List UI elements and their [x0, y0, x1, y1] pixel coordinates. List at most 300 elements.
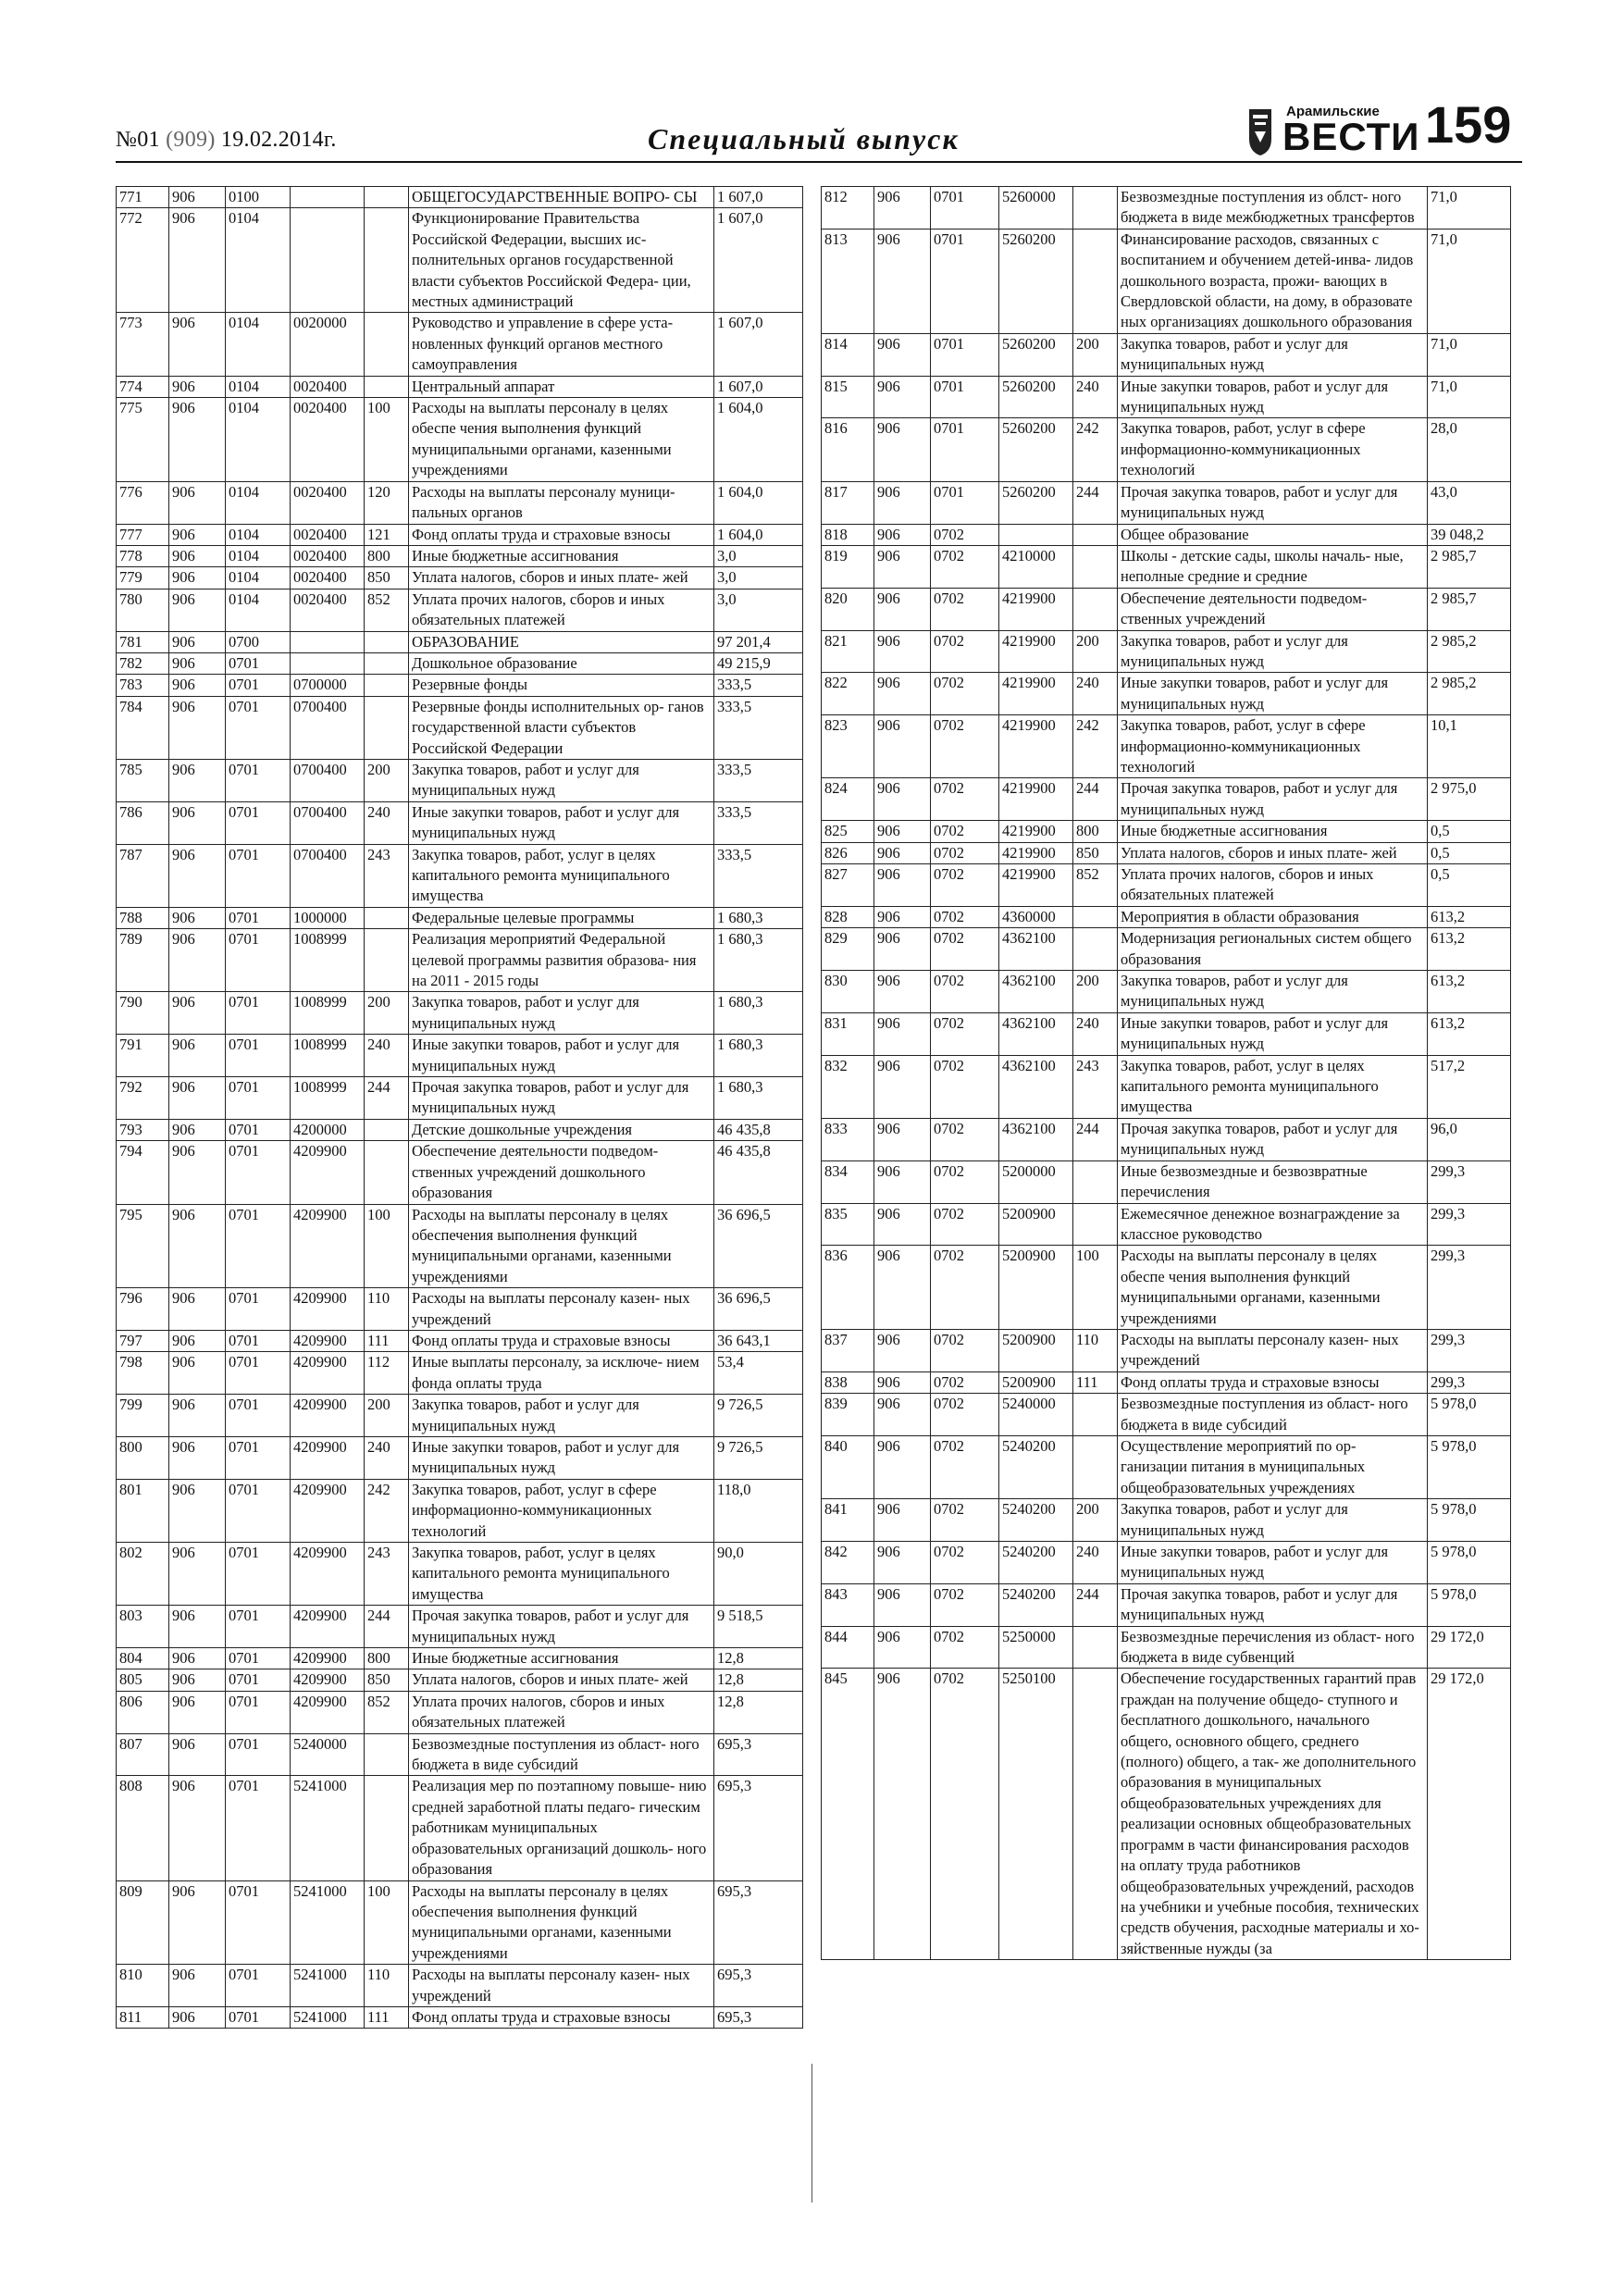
admin-code-cell: 906 [169, 1733, 226, 1776]
section-code-cell: 0701 [226, 1479, 291, 1542]
amount-cell: 3,0 [714, 567, 803, 589]
description-cell: Резервные фонды исполнительных ор- ганов государственной власти субъектов Российской Федерации [409, 696, 714, 759]
description-cell: Расходы на выплаты персоналу казен- ных учреждений [409, 1965, 714, 2007]
section-code-cell: 0702 [931, 1055, 999, 1118]
section-code-cell: 0701 [226, 1543, 291, 1606]
amount-cell: 49 215,9 [714, 652, 803, 674]
row-number-cell: 772 [117, 208, 169, 313]
admin-code-cell: 906 [874, 906, 931, 927]
row-number-cell: 836 [822, 1246, 874, 1330]
target-code-cell: 4209900 [291, 1479, 365, 1542]
admin-code-cell: 906 [169, 208, 226, 313]
table-row [822, 1669, 1511, 1960]
target-code-cell: 4209900 [291, 1352, 365, 1395]
budget-table-left-body [117, 187, 803, 2029]
description-cell: Уплата налогов, сборов и иных плате- жей [1118, 842, 1428, 863]
target-code-cell: 5240200 [999, 1583, 1073, 1626]
target-code-cell: 5241000 [291, 1880, 365, 1965]
logo-big-text: ВЕСТИ [1282, 115, 1420, 158]
expense-type-cell [365, 652, 409, 674]
section-code-cell: 0104 [226, 545, 291, 566]
description-cell: Прочая закупка товаров, работ и услуг для муниципальных нужд [1118, 481, 1428, 524]
amount-cell: 2 985,7 [1428, 588, 1511, 630]
description-cell: Безвозмездные поступления из област- ного бюджета в виде субсидий [409, 1733, 714, 1776]
admin-code-cell: 906 [874, 1012, 931, 1055]
amount-cell: 0,5 [1428, 864, 1511, 907]
section-code-cell: 0701 [226, 675, 291, 696]
table-row [822, 1435, 1511, 1498]
row-number-cell: 791 [117, 1035, 169, 1077]
section-code-cell: 0701 [226, 1035, 291, 1077]
admin-code-cell: 906 [874, 333, 931, 376]
row-number-cell: 801 [117, 1479, 169, 1542]
description-cell: Обеспечение государственных гарантий прав граждан на получение общедо- ступного и бесплатного дошкольного, начального общего, основного общего, среднего (полного) общего, а так- же дополнительного образования в муниципальных общеобразовательных учреждениях для реализации основных общеобразовательных программ в части финансирования расходов на оплату труда работников общеобразовательных учреждений, расходов на учебники и учебные пособия, технических средств обучения, расходные материалы и хо- зяйственные нужды (за [1118, 1669, 1428, 1960]
admin-code-cell: 906 [169, 313, 226, 376]
section-code-cell: 0702 [931, 588, 999, 630]
description-cell: Осуществление мероприятий по ор- ганизации питания в муниципальных общеобразовательных учреждениях [1118, 1435, 1428, 1498]
amount-cell: 517,2 [1428, 1055, 1511, 1118]
expense-type-cell [1073, 1160, 1118, 1203]
row-number-cell: 797 [117, 1330, 169, 1351]
amount-cell: 53,4 [714, 1352, 803, 1395]
table-row [822, 1055, 1511, 1118]
section-code-cell: 0702 [931, 842, 999, 863]
amount-cell: 36 696,5 [714, 1288, 803, 1331]
target-code-cell: 4210000 [999, 545, 1073, 588]
expense-type-cell: 100 [365, 1880, 409, 1965]
row-number-cell: 844 [822, 1626, 874, 1669]
expense-type-cell: 100 [1073, 1246, 1118, 1330]
description-cell: Иные закупки товаров, работ и услуг для муниципальных нужд [409, 1436, 714, 1479]
table-row [822, 842, 1511, 863]
description-cell: Федеральные целевые программы [409, 907, 714, 928]
target-code-cell: 5250100 [999, 1669, 1073, 1960]
expense-type-cell: 850 [1073, 842, 1118, 863]
description-cell: Школы - детские сады, школы началь- ные, неполные средние и средние [1118, 545, 1428, 588]
target-code-cell: 4219900 [999, 588, 1073, 630]
description-cell: Расходы на выплаты персоналу казен- ных учреждений [409, 1288, 714, 1331]
section-code-cell: 0701 [226, 907, 291, 928]
table-row [117, 545, 803, 566]
amount-cell: 36 696,5 [714, 1204, 803, 1288]
target-code-cell: 1008999 [291, 1077, 365, 1120]
row-number-cell: 841 [822, 1499, 874, 1542]
amount-cell: 5 978,0 [1428, 1583, 1511, 1626]
description-cell: Модернизация региональных систем общего образования [1118, 928, 1428, 971]
admin-code-cell: 906 [169, 844, 226, 907]
table-row [117, 398, 803, 482]
amount-cell: 333,5 [714, 696, 803, 759]
target-code-cell: 4209900 [291, 1691, 365, 1733]
target-code-cell: 4362100 [999, 971, 1073, 1013]
table-row [822, 1583, 1511, 1626]
amount-cell: 613,2 [1428, 971, 1511, 1013]
amount-cell: 118,0 [714, 1479, 803, 1542]
row-number-cell: 821 [822, 630, 874, 673]
row-number-cell: 796 [117, 1288, 169, 1331]
admin-code-cell: 906 [169, 2006, 226, 2028]
row-number-cell: 810 [117, 1965, 169, 2007]
table-row [117, 481, 803, 524]
description-cell: Прочая закупка товаров, работ и услуг для муниципальных нужд [1118, 1118, 1428, 1160]
table-row [822, 376, 1511, 418]
description-cell: Уплата налогов, сборов и иных плате- жей [409, 1669, 714, 1691]
row-number-cell: 839 [822, 1394, 874, 1436]
target-code-cell: 4219900 [999, 842, 1073, 863]
issue-total: (909) [166, 128, 216, 152]
section-code-cell: 0702 [931, 1626, 999, 1669]
admin-code-cell: 906 [169, 1606, 226, 1648]
description-cell: Закупка товаров, работ, услуг в сфере информационно-коммуникационных технологий [1118, 418, 1428, 481]
row-number-cell: 779 [117, 567, 169, 589]
row-number-cell: 835 [822, 1203, 874, 1246]
table-row [822, 1394, 1511, 1436]
table-row [822, 1626, 1511, 1669]
table-row [117, 1288, 803, 1331]
description-cell: Руководство и управление в сфере уста- новленных функций органов местного самоуправления [409, 313, 714, 376]
admin-code-cell: 906 [874, 376, 931, 418]
row-number-cell: 817 [822, 481, 874, 524]
section-code-cell: 0702 [931, 1329, 999, 1371]
table-row [822, 524, 1511, 545]
admin-code-cell: 906 [169, 675, 226, 696]
section-code-cell: 0701 [226, 844, 291, 907]
admin-code-cell: 906 [169, 1965, 226, 2007]
expense-type-cell [365, 376, 409, 397]
page-number: 159 [1425, 95, 1512, 154]
row-number-cell: 783 [117, 675, 169, 696]
expense-type-cell: 852 [1073, 864, 1118, 907]
description-cell: Иные бюджетные ассигнования [409, 1648, 714, 1669]
expense-type-cell [365, 1119, 409, 1140]
admin-code-cell: 906 [169, 589, 226, 631]
description-cell: Расходы на выплаты персоналу в целях обеспечения выполнения функций муниципальными органами, казенными учреждениями [409, 1880, 714, 1965]
description-cell: Ежемесячное денежное вознаграждение за классное руководство [1118, 1203, 1428, 1246]
expense-type-cell: 240 [1073, 1012, 1118, 1055]
description-cell: Закупка товаров, работ и услуг для муниципальных нужд [1118, 971, 1428, 1013]
expense-type-cell: 242 [365, 1479, 409, 1542]
expense-type-cell: 111 [1073, 1371, 1118, 1393]
table-row [117, 1606, 803, 1648]
description-cell: Закупка товаров, работ и услуг для муниципальных нужд [1118, 630, 1428, 673]
expense-type-cell: 244 [365, 1077, 409, 1120]
row-number-cell: 808 [117, 1776, 169, 1880]
amount-cell: 71,0 [1428, 376, 1511, 418]
target-code-cell: 5260000 [999, 187, 1073, 230]
section-code-cell: 0701 [226, 1288, 291, 1331]
target-code-cell: 0700000 [291, 675, 365, 696]
table-row [822, 1542, 1511, 1584]
amount-cell: 613,2 [1428, 906, 1511, 927]
expense-type-cell: 240 [365, 801, 409, 844]
admin-code-cell: 906 [169, 929, 226, 992]
target-code-cell: 4362100 [999, 928, 1073, 971]
admin-code-cell: 906 [874, 1626, 931, 1669]
row-number-cell: 823 [822, 715, 874, 778]
amount-cell: 29 172,0 [1428, 1669, 1511, 1960]
amount-cell: 5 978,0 [1428, 1394, 1511, 1436]
target-code-cell: 0020400 [291, 567, 365, 589]
expense-type-cell: 800 [1073, 821, 1118, 842]
section-code-cell: 0701 [226, 1669, 291, 1691]
target-code-cell: 4209900 [291, 1669, 365, 1691]
admin-code-cell: 906 [874, 1118, 931, 1160]
row-number-cell: 828 [822, 906, 874, 927]
amount-cell: 1 680,3 [714, 992, 803, 1035]
row-number-cell: 809 [117, 1880, 169, 1965]
row-number-cell: 782 [117, 652, 169, 674]
target-code-cell: 4200000 [291, 1119, 365, 1140]
amount-cell: 695,3 [714, 1965, 803, 2007]
row-number-cell: 793 [117, 1119, 169, 1140]
section-code-cell: 0701 [226, 2006, 291, 2028]
target-code-cell: 5240200 [999, 1542, 1073, 1584]
table-row [822, 630, 1511, 673]
table-row [822, 588, 1511, 630]
target-code-cell: 4209900 [291, 1543, 365, 1606]
description-cell: Реализация мероприятий Федеральной целевой программы развития образова- ния на 2011 - 2015 годы [409, 929, 714, 992]
section-code-cell: 0104 [226, 376, 291, 397]
expense-type-cell: 200 [1073, 333, 1118, 376]
amount-cell: 2 985,7 [1428, 545, 1511, 588]
description-cell: Закупка товаров, работ, услуг в целях капитального ремонта муниципального имущества [409, 844, 714, 907]
target-code-cell: 5240000 [291, 1733, 365, 1776]
table-row [117, 589, 803, 631]
description-cell: Закупка товаров, работ, услуг в сфере информационно-коммуникационных технологий [1118, 715, 1428, 778]
row-number-cell: 833 [822, 1118, 874, 1160]
description-cell: Финансирование расходов, связанных с воспитанием и обучением детей-инва- лидов дошкольного возраста, прожи- вающих в Свердловской области, на дому, в образовате ных организациях дошкольного образования [1118, 229, 1428, 333]
description-cell: Иные закупки товаров, работ и услуг для муниципальных нужд [1118, 1542, 1428, 1584]
table-row [117, 1776, 803, 1880]
target-code-cell: 5241000 [291, 1776, 365, 1880]
target-code-cell: 5260200 [999, 333, 1073, 376]
issue-date: 19.02.2014г. [220, 128, 337, 152]
table-row [117, 1352, 803, 1395]
amount-cell: 5 978,0 [1428, 1499, 1511, 1542]
expense-type-cell [1073, 1203, 1118, 1246]
target-code-cell: 5240200 [999, 1435, 1073, 1498]
description-cell: Прочая закупка товаров, работ и услуг для муниципальных нужд [409, 1606, 714, 1648]
table-row [822, 715, 1511, 778]
row-number-cell: 837 [822, 1329, 874, 1371]
row-number-cell: 842 [822, 1542, 874, 1584]
description-cell: Иные выплаты персоналу, за исключе- нием фонда оплаты труда [409, 1352, 714, 1395]
expense-type-cell: 240 [1073, 1542, 1118, 1584]
row-number-cell: 778 [117, 545, 169, 566]
amount-cell: 46 435,8 [714, 1141, 803, 1204]
description-cell: Иные закупки товаров, работ и услуг для муниципальных нужд [409, 1035, 714, 1077]
expense-type-cell [1073, 906, 1118, 927]
row-number-cell: 798 [117, 1352, 169, 1395]
amount-cell: 333,5 [714, 675, 803, 696]
expense-type-cell [1073, 545, 1118, 588]
section-code-cell: 0701 [226, 1352, 291, 1395]
admin-code-cell: 906 [169, 1395, 226, 1437]
admin-code-cell: 906 [874, 1583, 931, 1626]
target-code-cell: 4360000 [999, 906, 1073, 927]
table-row [822, 1246, 1511, 1330]
admin-code-cell: 906 [169, 1436, 226, 1479]
row-number-cell: 826 [822, 842, 874, 863]
section-code-cell: 0700 [226, 631, 291, 652]
section-code-cell: 0104 [226, 208, 291, 313]
section-code-cell: 0701 [226, 1691, 291, 1733]
target-code-cell: 0020400 [291, 589, 365, 631]
description-cell: Расходы на выплаты персоналу муници- пальных органов [409, 481, 714, 524]
target-code-cell: 4209900 [291, 1395, 365, 1437]
admin-code-cell: 906 [169, 1119, 226, 1140]
expense-type-cell [1073, 588, 1118, 630]
row-number-cell: 790 [117, 992, 169, 1035]
admin-code-cell: 906 [874, 1499, 931, 1542]
amount-cell: 299,3 [1428, 1203, 1511, 1246]
admin-code-cell: 906 [169, 567, 226, 589]
section-code-cell: 0702 [931, 1012, 999, 1055]
amount-cell: 2 975,0 [1428, 778, 1511, 821]
amount-cell: 36 643,1 [714, 1330, 803, 1351]
row-number-cell: 830 [822, 971, 874, 1013]
target-code-cell: 5240200 [999, 1499, 1073, 1542]
section-code-cell: 0701 [226, 652, 291, 674]
row-number-cell: 820 [822, 588, 874, 630]
expense-type-cell: 852 [365, 1691, 409, 1733]
description-cell: Обеспечение деятельности подведом- ственных учреждений [1118, 588, 1428, 630]
amount-cell: 28,0 [1428, 418, 1511, 481]
target-code-cell: 0700400 [291, 801, 365, 844]
section-code-cell: 0701 [226, 1776, 291, 1880]
description-cell: Фонд оплаты труда и страховые взносы [409, 1330, 714, 1351]
target-code-cell: 4209900 [291, 1436, 365, 1479]
amount-cell: 1 607,0 [714, 208, 803, 313]
target-code-cell: 4219900 [999, 673, 1073, 715]
section-code-cell: 0701 [226, 1204, 291, 1288]
description-cell: Уплата прочих налогов, сборов и иных обязательных платежей [409, 1691, 714, 1733]
expense-type-cell [365, 696, 409, 759]
target-code-cell: 4219900 [999, 715, 1073, 778]
expense-type-cell: 200 [365, 759, 409, 801]
row-number-cell: 807 [117, 1733, 169, 1776]
row-number-cell: 795 [117, 1204, 169, 1288]
table-row [822, 971, 1511, 1013]
amount-cell: 2 985,2 [1428, 673, 1511, 715]
expense-type-cell: 243 [365, 844, 409, 907]
row-number-cell: 788 [117, 907, 169, 928]
admin-code-cell: 906 [874, 524, 931, 545]
table-row [117, 1395, 803, 1437]
description-cell: Расходы на выплаты персоналу в целях обеспе чения выполнения функций муниципальными органами, казенными учреждениями [1118, 1246, 1428, 1330]
row-number-cell: 816 [822, 418, 874, 481]
table-row [117, 675, 803, 696]
amount-cell: 1 607,0 [714, 187, 803, 208]
section-code-cell: 0104 [226, 589, 291, 631]
admin-code-cell: 906 [169, 759, 226, 801]
row-number-cell: 780 [117, 589, 169, 631]
amount-cell: 1 680,3 [714, 1035, 803, 1077]
description-cell: Мероприятия в области образования [1118, 906, 1428, 927]
section-code-cell: 0701 [226, 1648, 291, 1669]
expense-type-cell: 240 [365, 1035, 409, 1077]
section-code-cell: 0702 [931, 1160, 999, 1203]
description-cell: Уплата налогов, сборов и иных плате- жей [409, 567, 714, 589]
table-row [117, 631, 803, 652]
page-title: Специальный выпуск [648, 122, 960, 155]
table-row [117, 1077, 803, 1120]
row-number-cell: 814 [822, 333, 874, 376]
target-code-cell: 1008999 [291, 992, 365, 1035]
table-row [117, 1119, 803, 1140]
row-number-cell: 812 [822, 187, 874, 230]
section-code-cell: 0702 [931, 1394, 999, 1436]
section-code-cell: 0701 [226, 1141, 291, 1204]
expense-type-cell: 111 [365, 2006, 409, 2028]
target-code-cell: 5260200 [999, 229, 1073, 333]
expense-type-cell [365, 929, 409, 992]
section-code-cell: 0701 [226, 992, 291, 1035]
expense-type-cell [1073, 1626, 1118, 1669]
description-cell: Закупка товаров, работ, услуг в целях капитального ремонта муниципального имущества [409, 1543, 714, 1606]
admin-code-cell: 906 [874, 1055, 931, 1118]
table-row [822, 229, 1511, 333]
expense-type-cell: 200 [1073, 971, 1118, 1013]
row-number-cell: 800 [117, 1436, 169, 1479]
row-number-cell: 785 [117, 759, 169, 801]
amount-cell: 1 607,0 [714, 376, 803, 397]
table-row [822, 1329, 1511, 1371]
section-code-cell: 0104 [226, 313, 291, 376]
section-code-cell: 0702 [931, 1542, 999, 1584]
expense-type-cell: 100 [365, 1204, 409, 1288]
table-row [822, 673, 1511, 715]
description-cell: Закупка товаров, работ, услуг в целях капитального ремонта муниципального имущества [1118, 1055, 1428, 1118]
admin-code-cell: 906 [169, 481, 226, 524]
admin-code-cell: 906 [874, 1329, 931, 1371]
table-row [822, 1499, 1511, 1542]
target-code-cell: 4219900 [999, 821, 1073, 842]
expense-type-cell [365, 631, 409, 652]
section-code-cell: 0701 [226, 801, 291, 844]
amount-cell: 10,1 [1428, 715, 1511, 778]
expense-type-cell: 111 [365, 1330, 409, 1351]
row-number-cell: 824 [822, 778, 874, 821]
section-code-cell: 0701 [931, 481, 999, 524]
row-number-cell: 825 [822, 821, 874, 842]
section-code-cell: 0702 [931, 971, 999, 1013]
admin-code-cell: 906 [874, 821, 931, 842]
admin-code-cell: 906 [169, 1691, 226, 1733]
admin-code-cell: 906 [874, 1394, 931, 1436]
expense-type-cell [1073, 1669, 1118, 1960]
logo-small-text: Арамильские [1286, 104, 1380, 119]
table-row [822, 333, 1511, 376]
description-cell: Уплата прочих налогов, сборов и иных обязательных платежей [409, 589, 714, 631]
table-row [117, 652, 803, 674]
expense-type-cell: 242 [1073, 418, 1118, 481]
amount-cell: 71,0 [1428, 229, 1511, 333]
expense-type-cell [1073, 229, 1118, 333]
section-code-cell: 0701 [226, 1733, 291, 1776]
section-code-cell: 0701 [931, 187, 999, 230]
table-row [822, 778, 1511, 821]
target-code-cell: 4362100 [999, 1055, 1073, 1118]
target-code-cell: 5241000 [291, 2006, 365, 2028]
admin-code-cell: 906 [874, 229, 931, 333]
expense-type-cell: 850 [365, 1669, 409, 1691]
expense-type-cell: 852 [365, 589, 409, 631]
target-code-cell: 0020400 [291, 524, 365, 545]
expense-type-cell: 120 [365, 481, 409, 524]
amount-cell: 1 604,0 [714, 524, 803, 545]
row-number-cell: 834 [822, 1160, 874, 1203]
